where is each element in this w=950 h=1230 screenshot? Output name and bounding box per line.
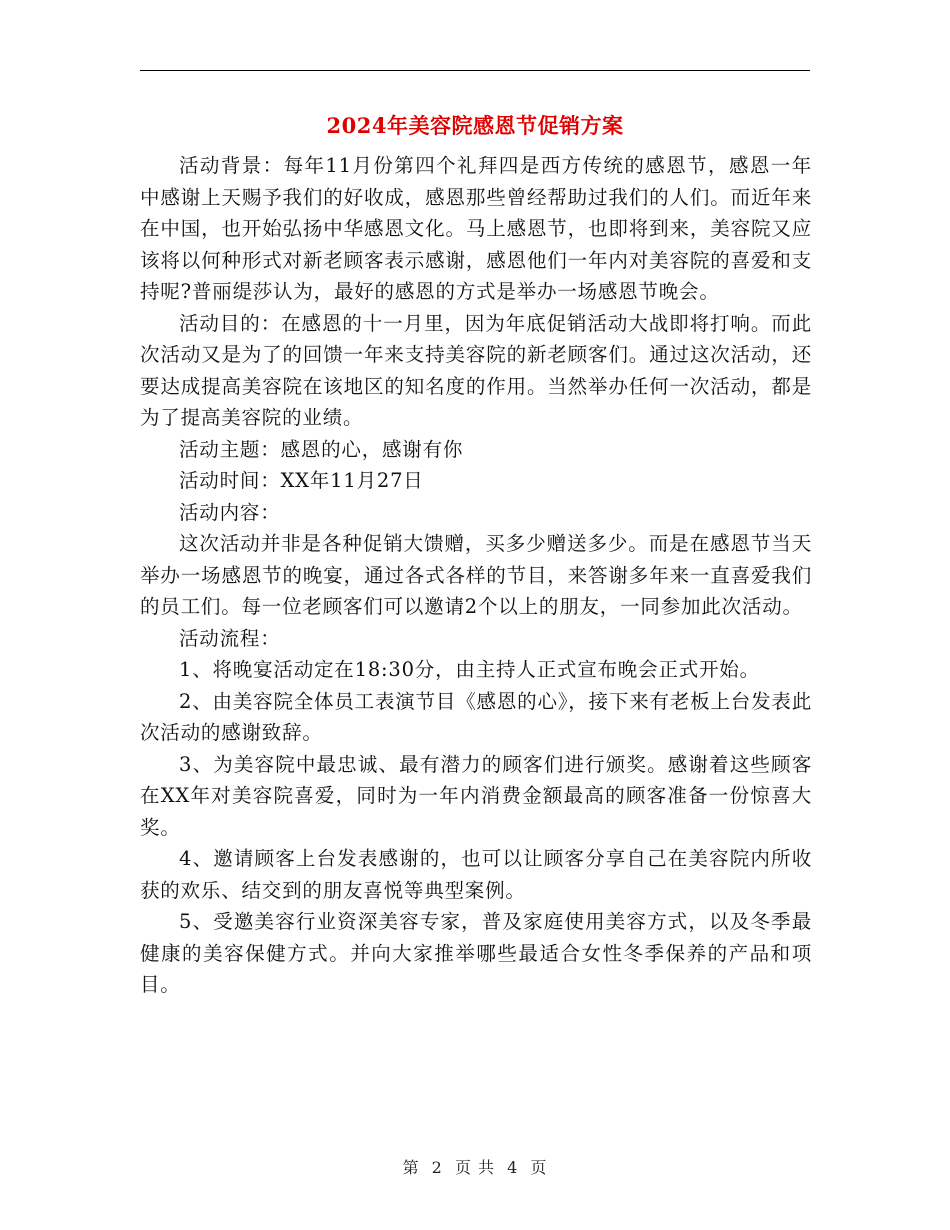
paragraph-theme: 活动主题：感恩的心，感谢有你: [179, 437, 464, 461]
process-step-3: 3、为美容院中最忠诚、最有潜力的顾客们进行颁奖。感谢着这些顾客在XX年对美容院喜爱，同时为一年内消费金额最高的顾客准备一份惊喜大奖。: [140, 752, 812, 839]
footer-suffix: 页: [530, 1158, 548, 1177]
process-step-2: 2、由美容院全体员工表演节目《感恩的心》，接下来有老板上台发表此次活动的感谢致辞。: [140, 689, 812, 744]
footer-prefix: 第: [402, 1158, 420, 1177]
document-title: 2024年美容院感恩节促销方案: [326, 113, 624, 138]
header-rule: [140, 70, 810, 71]
current-page-number: 2: [431, 1158, 443, 1177]
paragraph-process-heading: 活动流程：: [179, 626, 281, 650]
process-step-5: 5、受邀美容行业资深美容专家，普及家庭使用美容方式，以及冬季最健康的美容保健方式。并向大家推举哪些最适合女性冬季保养的产品和项目。: [140, 910, 812, 996]
footer-middle: 页 共: [454, 1158, 496, 1177]
paragraph-time: 活动时间：XX年11月27日: [179, 469, 424, 492]
process-step-1: 1、将晚宴活动定在18:30分，由主持人正式宣布晚会正式开始。: [179, 658, 760, 681]
paragraph-content: 这次活动并非是各种促销大馈赠，买多少赠送多少。而是在感恩节当天举办一场感恩节的晚宴，通过各式各样的节目，来答谢多年来一直喜爱我们的员工们。每一位老顾客们可以邀请2个以上的朋友，一同参加此次活动。: [140, 532, 812, 618]
document-body: [140, 150, 812, 1001]
process-step-4: 4、邀请顾客上台发表感谢的，也可以让顾客分享自己在美容院内所收获的欢乐、结交到的朋友喜悦等典型案例。: [140, 847, 812, 902]
paragraph-purpose: 活动目的：在感恩的十一月里，因为年底促销活动大战即将打响。而此次活动又是为了的回馈一年来支持美容院的新老顾客们。通过这次活动，还要达成提高美容院在该地区的知名度的作用。当然举办任何一次活动，都是为了提高美容院的业绩。: [140, 311, 812, 429]
total-page-count: 4: [507, 1158, 519, 1177]
paragraph-background: 活动背景：每年11月份第四个礼拜四是西方传统的感恩节，感恩一年中感谢上天赐予我们的好收成，感恩那些曾经帮助过我们的人们。而近年来在中国，也开始弘扬中华感恩文化。马上感恩节，也即将到来，美容院又应该将以何种形式对新老顾客表示感谢，感恩他们一年内对美容院的喜爱和支持呢?普丽缇莎认为，最好的感恩的方式是举办一场感恩节晚会。: [140, 154, 812, 303]
page-number-footer: [0, 1155, 950, 1178]
paragraph-content-heading: 活动内容：: [179, 500, 281, 524]
